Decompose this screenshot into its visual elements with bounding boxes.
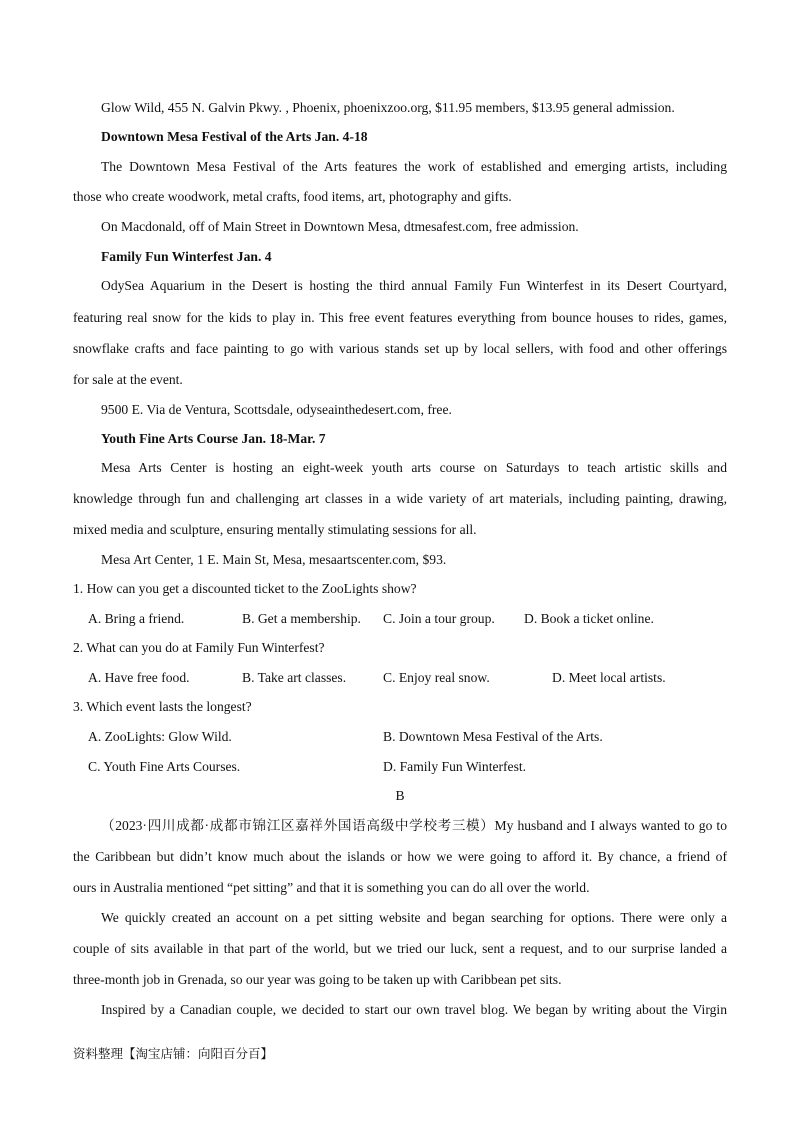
event-body-line: those who create woodwork, metal crafts, food items, art, photography and gifts. (73, 189, 512, 204)
q3-option-a: A. ZooLights: Glow Wild. (88, 729, 232, 744)
passage-line: the Caribbean but didn’t know much about the islands or how we were going to afford it. By chance, a friend of (73, 849, 727, 864)
passage-line: three-month job in Grenada, so our year was going to be taken up with Caribbean pet sits. (73, 972, 562, 987)
event-body-line: snowflake crafts and face painting to go with various stands set up by local sellers, with food and other offerings (73, 341, 727, 356)
question-2: 2. What can you do at Family Fun Winterfest? (73, 640, 325, 655)
event-body-line: mixed media and sculpture, ensuring mentally stimulating sessions for all. (73, 522, 477, 537)
q2-option-d: D. Meet local artists. (552, 670, 666, 685)
q3-option-c: C. Youth Fine Arts Courses. (88, 759, 241, 774)
event-heading-festival: Downtown Mesa Festival of the Arts Jan. 4-18 (101, 129, 368, 144)
question-1: 1. How can you get a discounted ticket to the ZooLights show? (73, 581, 417, 596)
question-3: 3. Which event lasts the longest? (73, 699, 252, 714)
event-heading-winterfest: Family Fun Winterfest Jan. 4 (101, 249, 272, 264)
q3-option-d: D. Family Fun Winterfest. (383, 759, 527, 774)
q2-option-b: B. Take art classes. (242, 670, 347, 685)
passage-line: couple of sits available in that part of the world, but we tried our luck, sent a request, and to our surprise landed a (73, 941, 727, 956)
passage-line: （2023·四川成都·成都市锦江区嘉祥外国语高级中学校考三模）My husband and I always wanted to go to (101, 818, 727, 833)
q3-option-b: B. Downtown Mesa Festival of the Arts. (383, 729, 603, 744)
passage-line: We quickly created an account on a pet sitting website and began searching for options. There were only a (101, 910, 727, 925)
event-info-youth-arts: Mesa Art Center, 1 E. Main St, Mesa, mesaartscenter.com, $93. (101, 552, 447, 567)
zoolights-info: Glow Wild, 455 N. Galvin Pkwy. , Phoenix, phoenixzoo.org, $11.95 members, $13.95 general admission. (101, 100, 675, 115)
q1-option-b: B. Get a membership. (242, 611, 361, 626)
event-body-line: for sale at the event. (73, 372, 183, 387)
q2-option-a: A. Have free food. (88, 670, 190, 685)
q1-option-a: A. Bring a friend. (88, 611, 185, 626)
event-body-line: featuring real snow for the kids to play in. This free event features everything from bounce houses to rides, games, (73, 310, 727, 325)
q2-option-c: C. Enjoy real snow. (383, 670, 490, 685)
page-footer: 资料整理【淘宝店铺：向阳百分百】 (73, 1047, 274, 1061)
event-body-line: The Downtown Mesa Festival of the Arts features the work of established and emerging artists, including (101, 159, 727, 174)
section-b-label: B (395, 788, 405, 803)
event-body-line: knowledge through fun and challenging art classes in a wide variety of art materials, including painting, drawing, (73, 491, 727, 506)
event-info-festival: On Macdonald, off of Main Street in Downtown Mesa, dtmesafest.com, free admission. (101, 219, 579, 234)
event-body-line: OdySea Aquarium in the Desert is hosting the third annual Family Fun Winterfest in its Desert Courtyard, (101, 278, 727, 293)
passage-line: Inspired by a Canadian couple, we decided to start our own travel blog. We began by writing about the Virgin (101, 1002, 727, 1017)
q1-option-c: C. Join a tour group. (383, 611, 495, 626)
q1-option-d: D. Book a ticket online. (524, 611, 654, 626)
event-heading-youth-arts: Youth Fine Arts Course Jan. 18-Mar. 7 (101, 431, 326, 446)
event-info-winterfest: 9500 E. Via de Ventura, Scottsdale, odyseainthedesert.com, free. (101, 402, 452, 417)
event-body-line: Mesa Arts Center is hosting an eight-week youth arts course on Saturdays to teach artistic skills and (101, 460, 727, 475)
passage-line: ours in Australia mentioned “pet sitting” and that it is something you can do all over the world. (73, 880, 590, 895)
